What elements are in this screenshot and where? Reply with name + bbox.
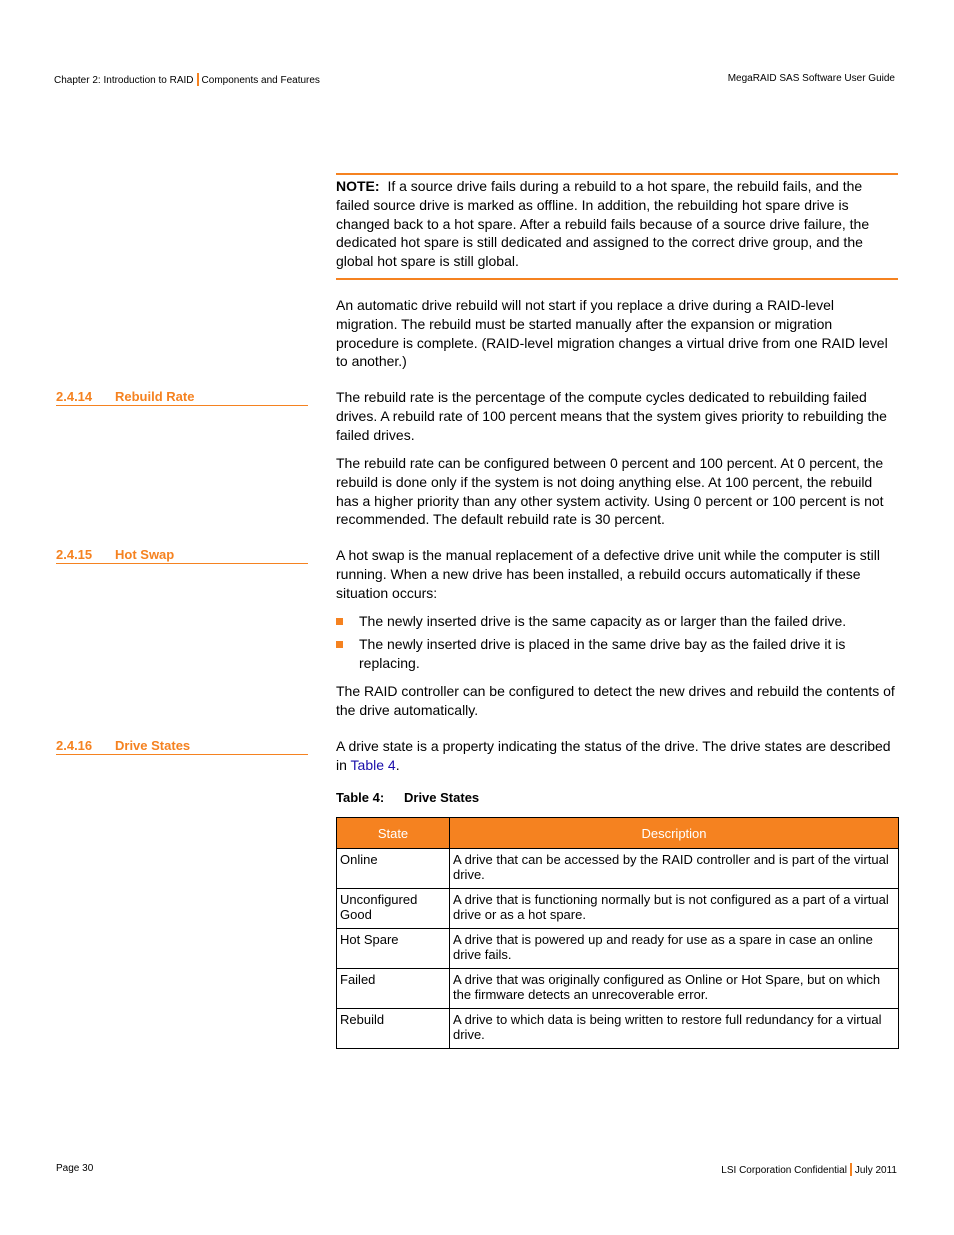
table-caption-title: Drive States [404, 790, 480, 805]
column-header-state: State [337, 818, 450, 849]
bullet-text: The newly inserted drive is the same capacity as or larger than the failed drive. [359, 613, 847, 629]
description-cell: A drive that is powered up and ready for use as a spare in case an online drive fails. [450, 929, 899, 969]
table-header-row [337, 818, 899, 849]
column-header-description: Description [450, 818, 899, 849]
footer-company: LSI Corporation Confidential [721, 1165, 847, 1176]
paragraph-text: A drive state is a property indicating the status of the drive. The drive states are described in [336, 738, 891, 773]
header-guide-title: MegaRAID SAS Software User Guide [727, 73, 895, 84]
square-bullet-icon [336, 618, 343, 625]
section-title: Rebuild Rate [115, 389, 195, 404]
table-row [337, 849, 899, 889]
list-item [336, 635, 898, 673]
running-footer-right [721, 1163, 897, 1176]
description-cell: A drive that can be accessed by the RAID controller and is part of the virtual drive. [450, 849, 899, 889]
paragraph-text-end: . [395, 756, 400, 773]
header-chapter: Chapter 2: Introduction to RAID [54, 75, 194, 86]
footer-separator [850, 1163, 852, 1176]
rebuild-rate-paragraph-1: The rebuild rate is the percentage of the compute cycles dedicated to rebuilding failed drives. A rebuild rate of 100 percent means that the system gives priority to rebuilding the failed drives. [336, 389, 887, 443]
note-label: NOTE: [336, 178, 380, 194]
square-bullet-icon [336, 641, 343, 648]
header-separator [197, 73, 199, 86]
hot-swap-paragraph-2: The RAID controller can be configured to detect the new drives and rebuild the contents of the drive automatically. [336, 683, 895, 718]
table-row [337, 969, 899, 1009]
state-cell: Hot Spare [337, 929, 450, 969]
state-cell: Rebuild [337, 1009, 450, 1049]
bullet-text: The newly inserted drive is placed in the same drive bay as the failed drive it is replacing. [359, 635, 846, 671]
section-number: 2.4.15 [56, 547, 93, 562]
intro-paragraph: An automatic drive rebuild will not start if you replace a drive during a RAID-level migration. The rebuild must be started manually after the expansion or migration procedure is complete. (RAID-level migration changes a virtual drive from one RAID level to another.) [336, 297, 888, 370]
description-cell: A drive to which data is being written to restore full redundancy for a virtual drive. [450, 1009, 899, 1049]
section-number: 2.4.16 [56, 738, 93, 753]
running-header-left [54, 73, 320, 86]
table-row [337, 1009, 899, 1049]
table-4-link[interactable]: Table 4 [350, 756, 396, 773]
state-cell: Online [337, 849, 450, 889]
footer-date: July 2011 [854, 1165, 897, 1176]
table-caption [336, 790, 479, 805]
footer-page-number: Page 30 [56, 1163, 94, 1174]
table-row [337, 929, 899, 969]
section-title: Drive States [115, 738, 191, 753]
section-heading-rebuild-rate [56, 389, 308, 406]
hot-swap-bullet-list [336, 612, 898, 676]
rebuild-rate-paragraph-2: The rebuild rate can be configured between 0 percent and 100 percent. At 0 percent, the rebuild is done only if the system is not doing anything else. At 100 percent, the rebuild has a higher priority than any other system activity. Using 0 percent or 100 percent is not recommended. The default rebuild rate is 30 percent. [336, 455, 884, 528]
section-heading-hot-swap [56, 547, 308, 564]
drive-states-paragraph [336, 737, 898, 775]
note-box [336, 173, 898, 280]
note-text: If a source drive fails during a rebuild to a hot spare, the rebuild fails, and the failed source drive is marked as offline. In addition, the rebuilding hot spare drive is changed back to a hot spare. After a rebuild fails because of a source drive failure, the dedicated hot spare is still dedicated and assigned to the correct drive group, and the global hot spare is still global. [336, 178, 870, 270]
table-row [337, 889, 899, 929]
description-cell: A drive that was originally configured as Online or Hot Spare, but on which the firmware detects an unrecoverable error. [450, 969, 899, 1009]
state-cell: Failed [337, 969, 450, 1009]
table-caption-label: Table 4: [336, 790, 385, 805]
drive-states-table [336, 817, 899, 1049]
section-number: 2.4.14 [56, 389, 93, 404]
hot-swap-paragraph-1: A hot swap is the manual replacement of a defective drive unit while the computer is still running. When a new drive has been installed, a rebuild occurs automatically if these situation occurs: [336, 547, 880, 601]
description-cell: A drive that is functioning normally but is not configured as a part of a virtual drive or as a hot spare. [450, 889, 899, 929]
section-title: Hot Swap [115, 547, 175, 562]
list-item [336, 612, 898, 631]
header-section: Components and Features [201, 75, 320, 86]
section-heading-drive-states [56, 738, 308, 755]
state-cell: Unconfigured Good [337, 889, 450, 929]
